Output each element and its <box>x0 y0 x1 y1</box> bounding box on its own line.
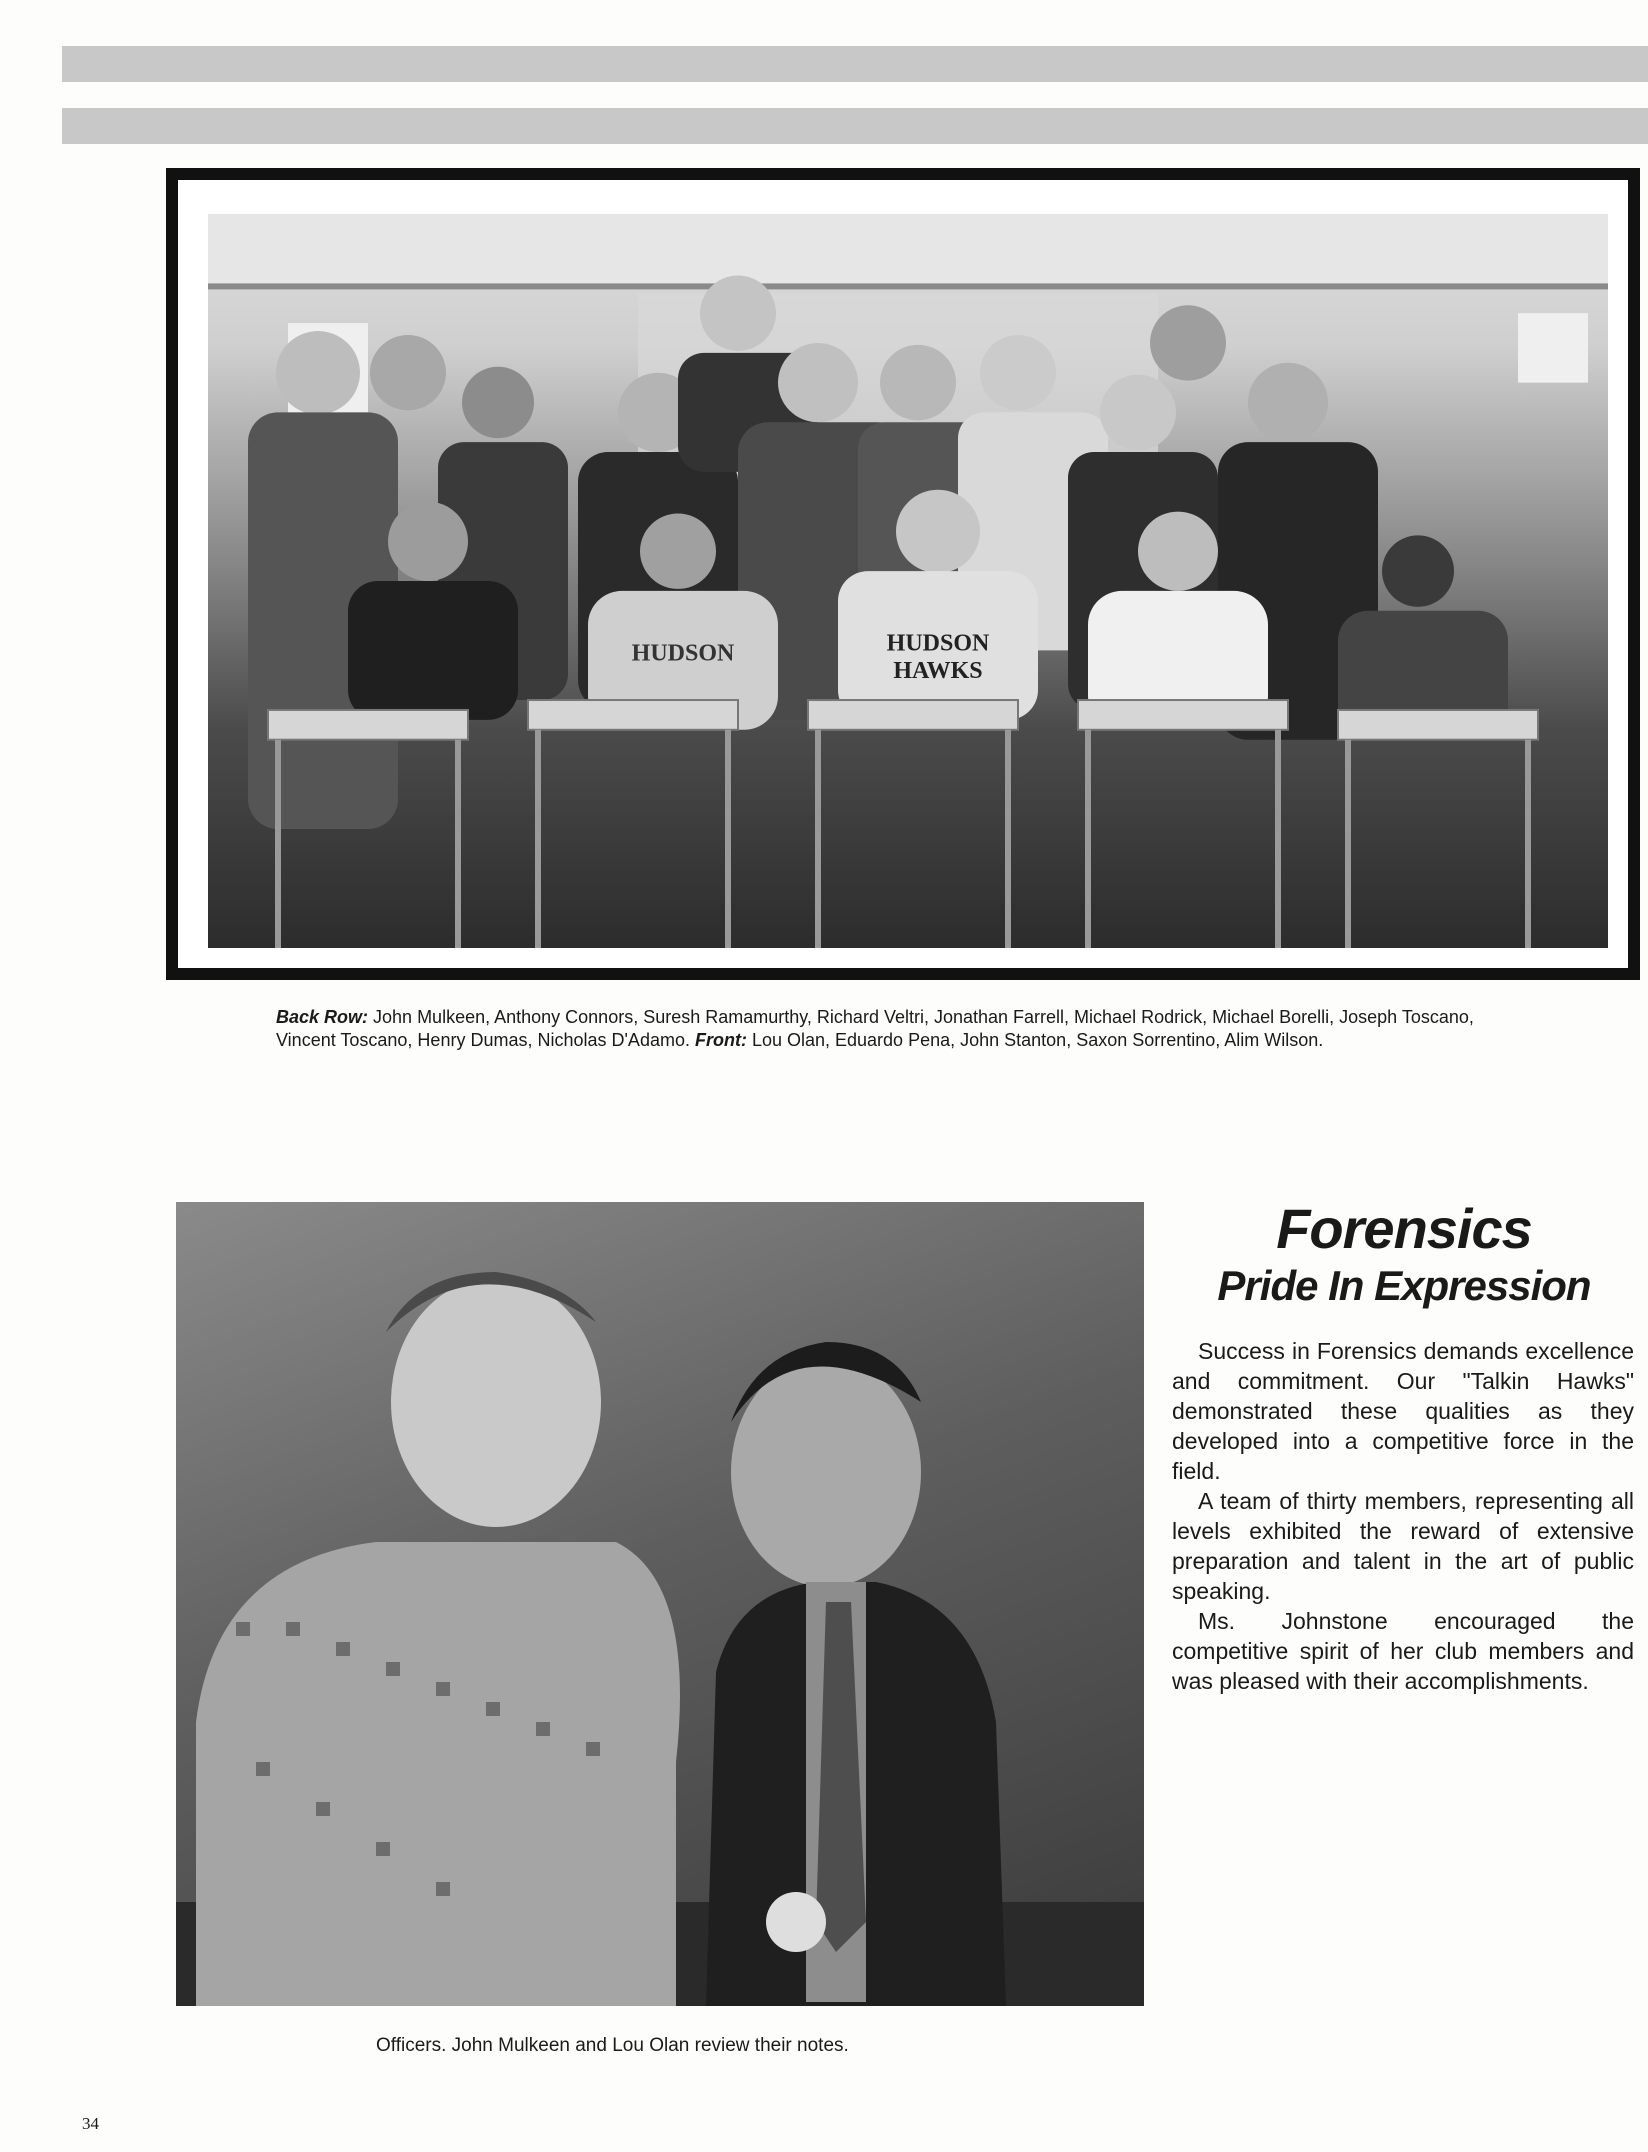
caption-front-row-names: Lou Olan, Eduardo Pena, John Stanton, Saxon Sorrentino, Alim Wilson. <box>746 1030 1324 1050</box>
header-stripe-bottom <box>62 108 1648 144</box>
caption-back-row-label: Back Row: <box>276 1007 369 1027</box>
article-paragraph-1: Success in Forensics demands excellence and commitment. Our "Talkin Hawks" demonstrated these qualities as they developed into a competitive force in the field. <box>1172 1338 1634 1484</box>
article-paragraph-3: Ms. Johnstone encouraged the competitive spirit of her club members and was pleased with their accomplishments. <box>1172 1608 1634 1694</box>
officers-photo-caption: Officers. John Mulkeen and Lou Olan review their notes. <box>376 2035 849 2056</box>
article-subtitle: Pride In Expression <box>1217 1262 1591 1309</box>
officers-photo-illustration <box>176 1202 1144 2006</box>
group-photo-caption <box>276 1006 1526 1052</box>
caption-front-row-label: Front: <box>694 1030 747 1050</box>
caption-back-row-names: John Mulkeen, Anthony Connors, Suresh Ramamurthy, Richard Veltri, Jonathan Farrell, Michael Rodrick, Michael Borelli, Joseph Toscano, Vincent Toscano, Henry Dumas, Nicholas D'Adamo. <box>276 1007 1474 1050</box>
tshirt-text-line2: HAWKS <box>893 658 983 685</box>
article-body <box>1172 1336 1634 1696</box>
group-photo-frame <box>166 168 1640 980</box>
tshirt-text-line1: HUDSON <box>886 630 990 657</box>
page-number: 34 <box>82 2114 99 2133</box>
sweatshirt-text: HUDSON <box>631 640 735 667</box>
article-title: Forensics <box>1276 1197 1532 1260</box>
group-photo <box>208 214 1608 948</box>
header-stripe-top <box>62 46 1648 82</box>
officers-photo <box>176 1202 1144 2006</box>
group-photo-illustration <box>208 214 1608 948</box>
article-paragraph-2: A team of thirty members, representing all levels exhibited the reward of extensive preparation and talent in the art of public speaking. <box>1172 1488 1634 1604</box>
